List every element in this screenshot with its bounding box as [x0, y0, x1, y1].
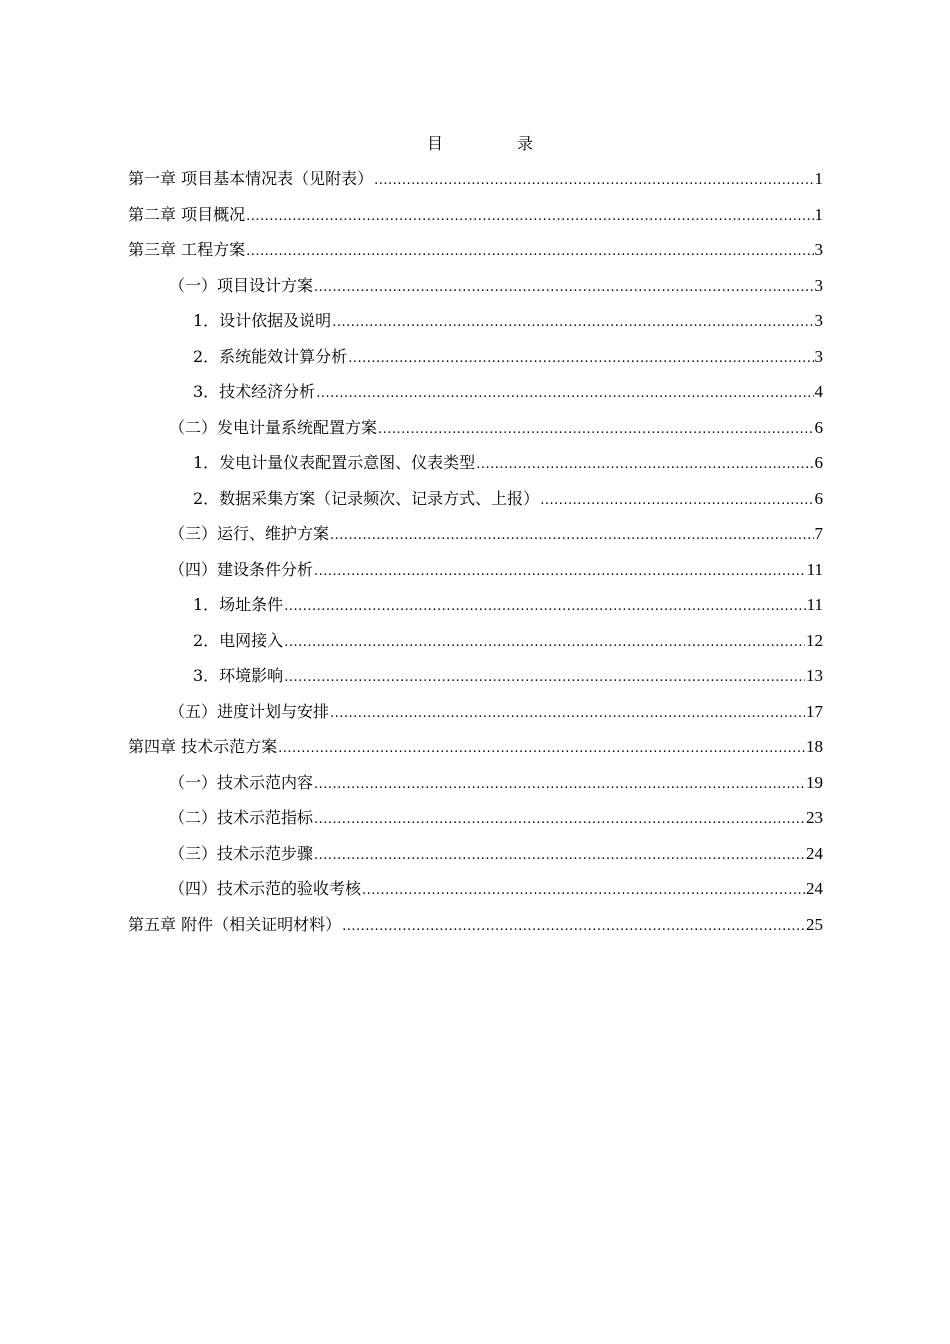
toc-page-number: 19 — [806, 772, 823, 792]
toc-dot-leader — [348, 341, 813, 377]
toc-entry-chapter-3[interactable] — [128, 232, 823, 268]
toc-entry-text: 3．环境影响 — [193, 666, 284, 685]
toc-page-number: 11 — [806, 559, 823, 579]
toc-entry-text: （四）建设条件分析 — [169, 559, 314, 579]
toc-dot-leader — [316, 376, 813, 412]
toc-entry-subsection-3-2-1[interactable] — [128, 445, 823, 481]
toc-page-number: 4 — [814, 382, 823, 401]
toc-page-number: 12 — [806, 630, 823, 650]
toc-entry-text: 1．场址条件 — [193, 595, 284, 614]
toc-entry-chapter-2[interactable] — [128, 197, 823, 233]
toc-dot-leader — [314, 802, 805, 838]
toc-entry-subsection-3-4-2[interactable] — [128, 623, 823, 659]
toc-entry-text: 第五章 附件（相关证明材料） — [128, 914, 342, 934]
toc-page-number: 6 — [814, 417, 823, 437]
toc-entry-text: （五）进度计划与安排 — [169, 701, 330, 721]
toc-entry-section-4-3[interactable] — [128, 836, 823, 872]
toc-dot-leader — [246, 199, 813, 235]
toc-entry-text: 2．数据采集方案（记录频次、记录方式、上报） — [193, 488, 540, 508]
toc-dot-leader — [374, 163, 813, 199]
toc-entry-text: 第一章 项目基本情况表（见附表） — [128, 169, 374, 188]
toc-dot-leader — [284, 625, 805, 661]
toc-page-number: 13 — [806, 666, 823, 685]
toc-entry-subsection-3-1-2[interactable] — [128, 339, 823, 375]
toc-dot-leader — [314, 767, 805, 803]
toc-page-number: 24 — [806, 843, 823, 863]
toc-entry-text: （二）发电计量系统配置方案 — [169, 417, 378, 437]
toc-entry-section-4-4[interactable] — [128, 871, 823, 907]
toc-entry-section-3-1[interactable] — [128, 268, 823, 304]
toc-dot-leader — [314, 554, 806, 590]
toc-dot-leader — [284, 589, 805, 625]
toc-entry-subsection-3-2-2[interactable] — [128, 481, 823, 517]
toc-entry-text: 2．系统能效计算分析 — [193, 346, 348, 366]
toc-dot-leader — [330, 518, 813, 554]
toc-entry-text: 第三章 工程方案 — [128, 240, 246, 259]
toc-dot-leader — [362, 873, 805, 909]
toc-dot-leader — [332, 305, 813, 341]
toc-dot-leader — [246, 234, 813, 270]
toc-page-number: 7 — [814, 524, 823, 543]
toc-page-number: 3 — [814, 346, 823, 366]
toc-entry-section-3-3[interactable] — [128, 516, 823, 552]
toc-entry-text: （三）运行、维护方案 — [169, 524, 330, 543]
toc-entry-text: （三）技术示范步骤 — [169, 843, 314, 863]
toc-entry-text: 1．发电计量仪表配置示意图、仪表类型 — [193, 453, 476, 472]
toc-entry-section-3-2[interactable] — [128, 410, 823, 446]
toc-dot-leader — [342, 909, 805, 945]
toc-entry-chapter-4[interactable] — [128, 729, 823, 765]
toc-entry-text: （二）技术示范指标 — [169, 808, 314, 827]
toc-entry-text: （一）技术示范内容 — [169, 772, 314, 792]
toc-page-number: 1 — [814, 169, 823, 188]
toc-page-number: 11 — [806, 595, 823, 614]
toc-page-number: 6 — [814, 488, 823, 508]
toc-entry-section-3-5[interactable] — [128, 694, 823, 730]
toc-dot-leader — [540, 483, 813, 519]
toc-title — [0, 130, 950, 158]
toc-entry-text: 2．电网接入 — [193, 630, 284, 650]
toc-dot-leader — [378, 412, 813, 448]
toc-title-char-1: 目 — [426, 134, 443, 153]
toc-entry-text: 3．技术经济分析 — [193, 382, 316, 401]
toc-dot-leader — [330, 696, 805, 732]
toc-page-number: 25 — [806, 914, 823, 934]
toc-page-number: 3 — [814, 275, 823, 295]
toc-entry-chapter-1[interactable] — [128, 161, 823, 197]
toc-entry-subsection-3-4-3[interactable] — [128, 658, 823, 694]
toc-entry-text: 1．设计依据及说明 — [193, 311, 332, 330]
toc-entry-chapter-5[interactable] — [128, 907, 823, 943]
toc-entry-text: （四）技术示范的验收考核 — [169, 879, 362, 898]
toc-page-number: 6 — [814, 453, 823, 472]
toc-page-number: 17 — [806, 701, 823, 721]
toc-dot-leader — [314, 270, 813, 306]
toc-page-number: 23 — [806, 808, 823, 827]
toc-entry-subsection-3-1-3[interactable] — [128, 374, 823, 410]
toc-page-number: 1 — [814, 204, 823, 224]
table-of-contents — [128, 161, 823, 942]
toc-entry-text: 第二章 项目概况 — [128, 204, 246, 224]
toc-dot-leader — [284, 660, 805, 696]
toc-entry-subsection-3-4-1[interactable] — [128, 587, 823, 623]
toc-entry-section-4-2[interactable] — [128, 800, 823, 836]
toc-page-number: 3 — [814, 240, 823, 259]
toc-entry-subsection-3-1-1[interactable] — [128, 303, 823, 339]
toc-entry-text: （一）项目设计方案 — [169, 275, 314, 295]
toc-dot-leader — [476, 447, 813, 483]
toc-title-char-2: 录 — [517, 134, 534, 153]
toc-page-number: 18 — [806, 737, 823, 756]
toc-entry-section-4-1[interactable] — [128, 765, 823, 801]
toc-entry-section-3-4[interactable] — [128, 552, 823, 588]
toc-entry-text: 第四章 技术示范方案 — [128, 737, 278, 756]
toc-dot-leader — [314, 838, 805, 874]
toc-page-number: 24 — [806, 879, 823, 898]
toc-page-number: 3 — [814, 311, 823, 330]
toc-dot-leader — [278, 731, 805, 767]
